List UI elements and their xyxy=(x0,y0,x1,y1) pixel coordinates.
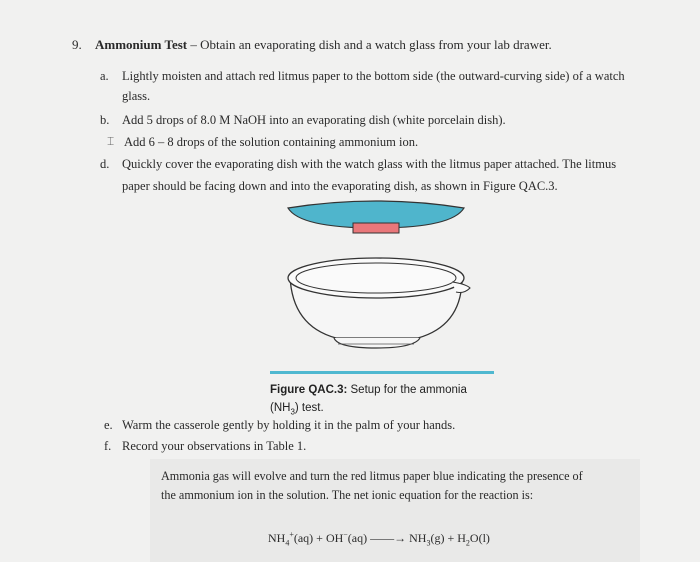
eq-nh3: NH xyxy=(409,531,427,545)
step-e-label: e. xyxy=(104,418,113,432)
text-cursor-icon: ⌶ xyxy=(107,134,115,148)
eq-oh-sup: − xyxy=(343,530,348,539)
figure-qac3 xyxy=(282,198,472,360)
eq-nh3-sub: 3 xyxy=(426,538,431,548)
question-number: 9. xyxy=(72,37,82,52)
eq-nh4: NH xyxy=(268,531,286,545)
figure-caption-rule xyxy=(270,371,494,374)
step-d-text-line1: Quickly cover the evaporating dish with the watch glass with the litmus paper attached. The litmus xyxy=(122,157,617,171)
evaporating-dish xyxy=(288,258,470,348)
question-title: Ammonium Test xyxy=(95,37,188,52)
step-c-label xyxy=(100,134,109,150)
step-a-label: a. xyxy=(100,69,109,83)
eq-o: O(l) xyxy=(469,531,490,545)
step-f-text: Record your observations in Table 1. xyxy=(122,439,307,453)
figure-caption xyxy=(270,381,500,421)
answer-line2: the ammonium ion in the solution. The net ionic equation for the reaction is: xyxy=(161,488,534,502)
eq-nh4-sub: 4 xyxy=(285,538,290,548)
step-b-text: Add 5 drops of 8.0 M NaOH into an evaporating dish (white porcelain dish). xyxy=(122,113,506,127)
caption-nh3-post: ) test. xyxy=(294,402,324,414)
caption-nh3-pre: (NH xyxy=(270,402,291,414)
step-d-label: d. xyxy=(100,157,110,171)
step-c-text: Add 6 – 8 drops of the solution containing ammonium ion. xyxy=(124,135,419,149)
red-litmus-paper xyxy=(353,223,399,233)
question-title-rest: – Obtain an evaporating dish and a watch glass from your lab drawer. xyxy=(187,37,552,52)
step-d-text-line2: paper should be facing down and into the evaporating dish, as shown in Figure QAC.3. xyxy=(122,179,558,193)
step-f-label: f. xyxy=(104,439,112,453)
answer-line1: Ammonia gas will evolve and turn the red litmus paper blue indicating the presence of xyxy=(161,469,583,483)
step-b-label: b. xyxy=(100,113,110,127)
eq-aq2: (aq) xyxy=(347,531,368,545)
answer-text xyxy=(161,467,616,505)
eq-h2o-sub: 2 xyxy=(465,538,470,548)
eq-arrow: ——→ xyxy=(367,531,410,545)
figure-caption-label: Figure QAC.3: xyxy=(270,384,348,396)
caption-nh3-sub: 3 xyxy=(290,407,295,417)
step-e-text: Warm the casserole gently by holding it in the palm of your hands. xyxy=(122,418,456,432)
figure-caption-text: Setup for the ammonia xyxy=(347,384,467,396)
eq-nh4-sup: + xyxy=(289,530,294,539)
eq-aq1: (aq) + OH xyxy=(293,531,344,545)
eq-g: (g) + H xyxy=(430,531,466,545)
question-heading xyxy=(95,37,552,53)
step-a-text-line2: glass. xyxy=(122,89,151,103)
net-ionic-equation xyxy=(268,527,490,551)
step-a-text-line1: Lightly moisten and attach red litmus paper to the bottom side (the outward-curving side) of a watch xyxy=(122,69,625,83)
